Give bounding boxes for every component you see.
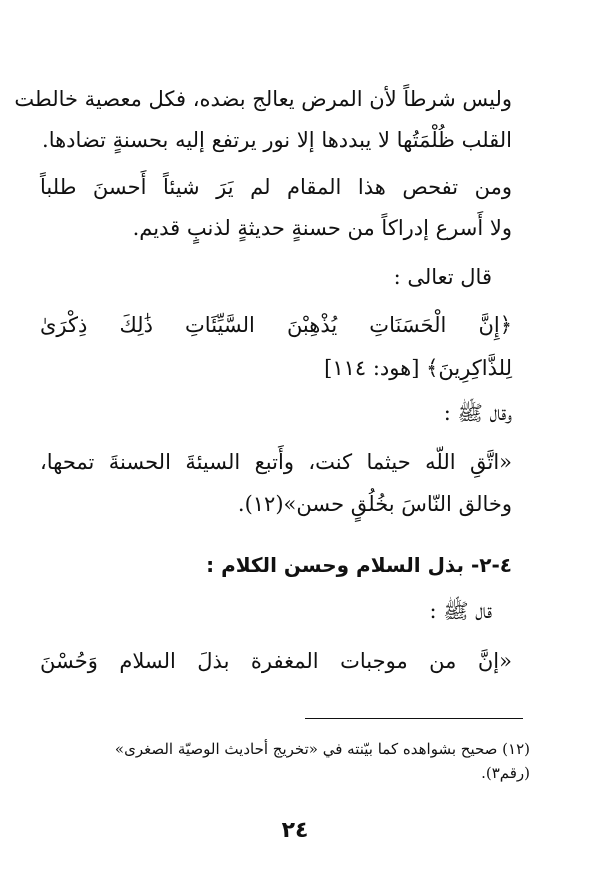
footnote-line: (رقم٣). [481,764,530,782]
quote-intro: وقال ﷺ : [443,401,512,425]
hadith-line: «اتَّقِ اللّه حيثما كنت، وأَتبع السيئةَ الحسنةَ تمحها، [40,450,512,474]
hadith-line: «إنَّ من موجبات المغفرة بذلَ السلام وَحُسْنَ [40,649,512,673]
hadith-line: وخالق النّاسَ بخُلُقٍ حسن»(١٢). [237,492,512,516]
quote-intro: قال تعالى : [393,265,492,289]
paragraph-line: وليس شرطاً لأن المرض يعالج بضده، فكل معصية خالطت [14,87,512,111]
quran-verse-line: لِلذَّاكِرِينَ﴾ [هود: ١١٤] [324,356,512,380]
page-number: ٢٤ [281,818,309,843]
quote-intro: قال ﷺ : [429,599,492,623]
paragraph-line: ولا أَسرع إدراكاً من حسنةٍ حديثةٍ لذنبٍ قديم. [132,216,512,240]
footnote-separator [305,718,523,719]
paragraph-line: ومن تفحص هذا المقام لم يَرَ شيئاً أَحسنَ طلباً [40,175,512,199]
footnote-line: (١٢) صحيح بشواهده كما بيّنته في «تخريج أحاديث الوصيّة الصغرى» [114,740,530,758]
paragraph-line: القلب ظُلْمَتُها لا يبددها إلا نور يرتفع إليه بحسنةٍ تضادها. [42,128,512,152]
section-heading: ٤-٢- بذل السلام وحسن الكلام : [206,553,512,577]
quran-verse-line: ﴿إِنَّ الْحَسَنَاتِ يُذْهِبْنَ السَّيِّئَاتِ ذَٰلِكَ ذِكْرَىٰ [40,313,512,337]
